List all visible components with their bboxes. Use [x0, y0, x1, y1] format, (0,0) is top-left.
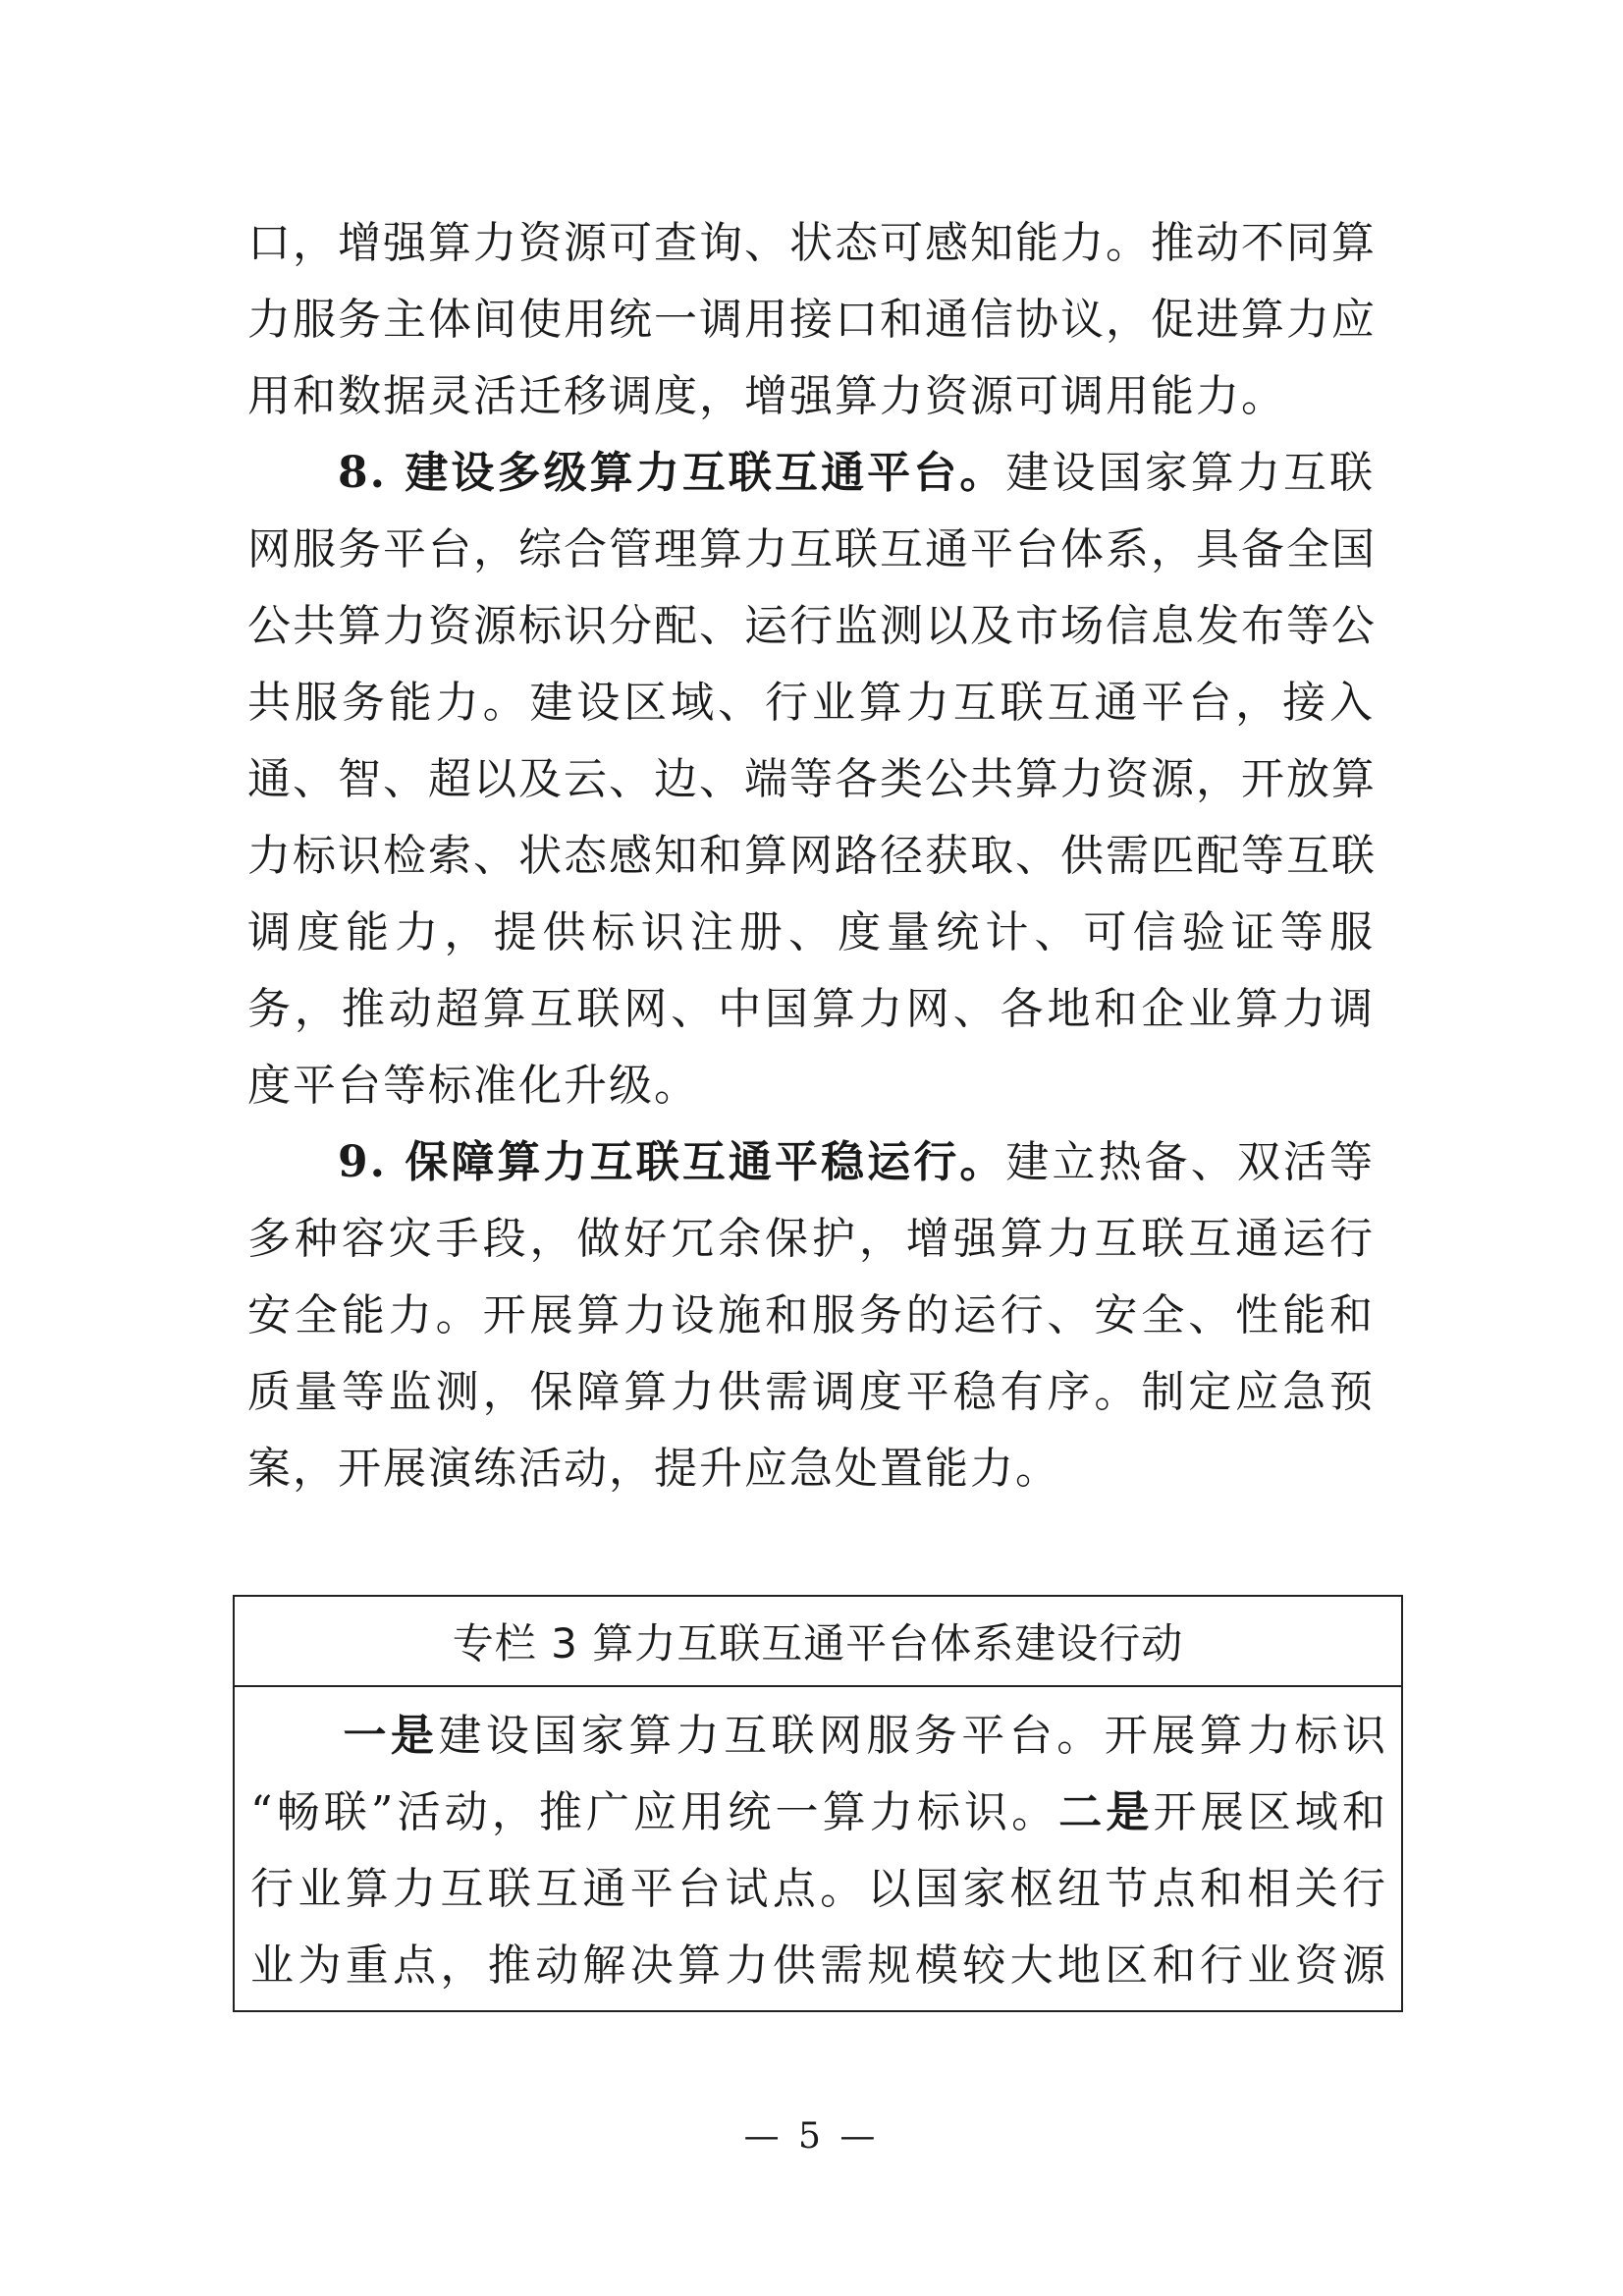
column-box-text: 建设国家算力互联网服务平台。开展算力标识 — [438, 1711, 1388, 1761]
body-line: 口，增强算力资源可查询、状态可感知能力。推动不同算 — [247, 218, 1377, 268]
body-line: 通、智、超以及云、边、端等各类公共算力资源，开放算 — [247, 754, 1377, 804]
body-line: 力标识检索、状态感知和算网路径获取、供需匹配等互联 — [247, 831, 1377, 881]
section-9-heading: 9. 保障算力互联互通平稳运行。 — [338, 1137, 1006, 1187]
body-line: 多种容灾手段，做好冗余保护，增强算力互联互通运行 — [247, 1214, 1375, 1264]
body-line: 用和数据灵活迁移调度，增强算力资源可调用能力。 — [247, 371, 1286, 421]
page-number: — 5 — — [743, 2116, 880, 2157]
body-line: 网服务平台，综合管理算力互联互通平台体系，具备全国 — [247, 524, 1377, 574]
column-bold-marker: 二是 — [1058, 1787, 1154, 1837]
section-8-heading: 8. 建设多级算力互联互通平台。 — [338, 448, 1006, 498]
body-line: 公共算力资源标识分配、运行监测以及市场信息发布等公 — [247, 601, 1377, 651]
column-box-text: 开展区域和 — [1153, 1787, 1387, 1837]
section-8-first-line — [247, 444, 1375, 503]
column-box-line — [250, 1783, 1387, 1842]
column-box — [233, 1595, 1403, 2012]
column-box-text: “畅联”活动，推广应用统一算力标识。 — [250, 1787, 1059, 1837]
column-box-line: 行业算力互联互通平台试点。以国家枢纽节点和相关行 — [250, 1864, 1387, 1914]
body-line: 案，开展演练活动，提升应急处置能力。 — [247, 1444, 1060, 1494]
body-line: 力服务主体间使用统一调用接口和通信协议，促进算力应 — [247, 295, 1377, 345]
body-line: 质量等监测，保障算力供需调度平稳有序。制定应急预 — [247, 1367, 1375, 1417]
section-8-text: 建设国家算力互联 — [1005, 448, 1375, 498]
body-line: 度平台等标准化升级。 — [247, 1061, 699, 1111]
body-line: 安全能力。开展算力设施和服务的运行、安全、性能和 — [247, 1290, 1375, 1340]
body-line: 共服务能力。建设区域、行业算力互联互通平台，接入 — [247, 678, 1375, 728]
body-line: 调度能力，提供标识注册、度量统计、可信验证等服 — [247, 907, 1375, 957]
column-box-line: 业为重点，推动解决算力供需规模较大地区和行业资源 — [250, 1941, 1387, 1991]
section-9-first-line — [247, 1133, 1375, 1192]
body-line: 务，推动超算互联网、中国算力网、各地和企业算力调 — [247, 984, 1375, 1034]
section-9-text: 建立热备、双活等 — [1005, 1137, 1375, 1187]
column-bold-marker: 一是 — [341, 1711, 439, 1761]
column-box-title: 专栏 3 算力互联互通平台体系建设行动 — [235, 1597, 1401, 1687]
column-box-line — [250, 1707, 1387, 1766]
